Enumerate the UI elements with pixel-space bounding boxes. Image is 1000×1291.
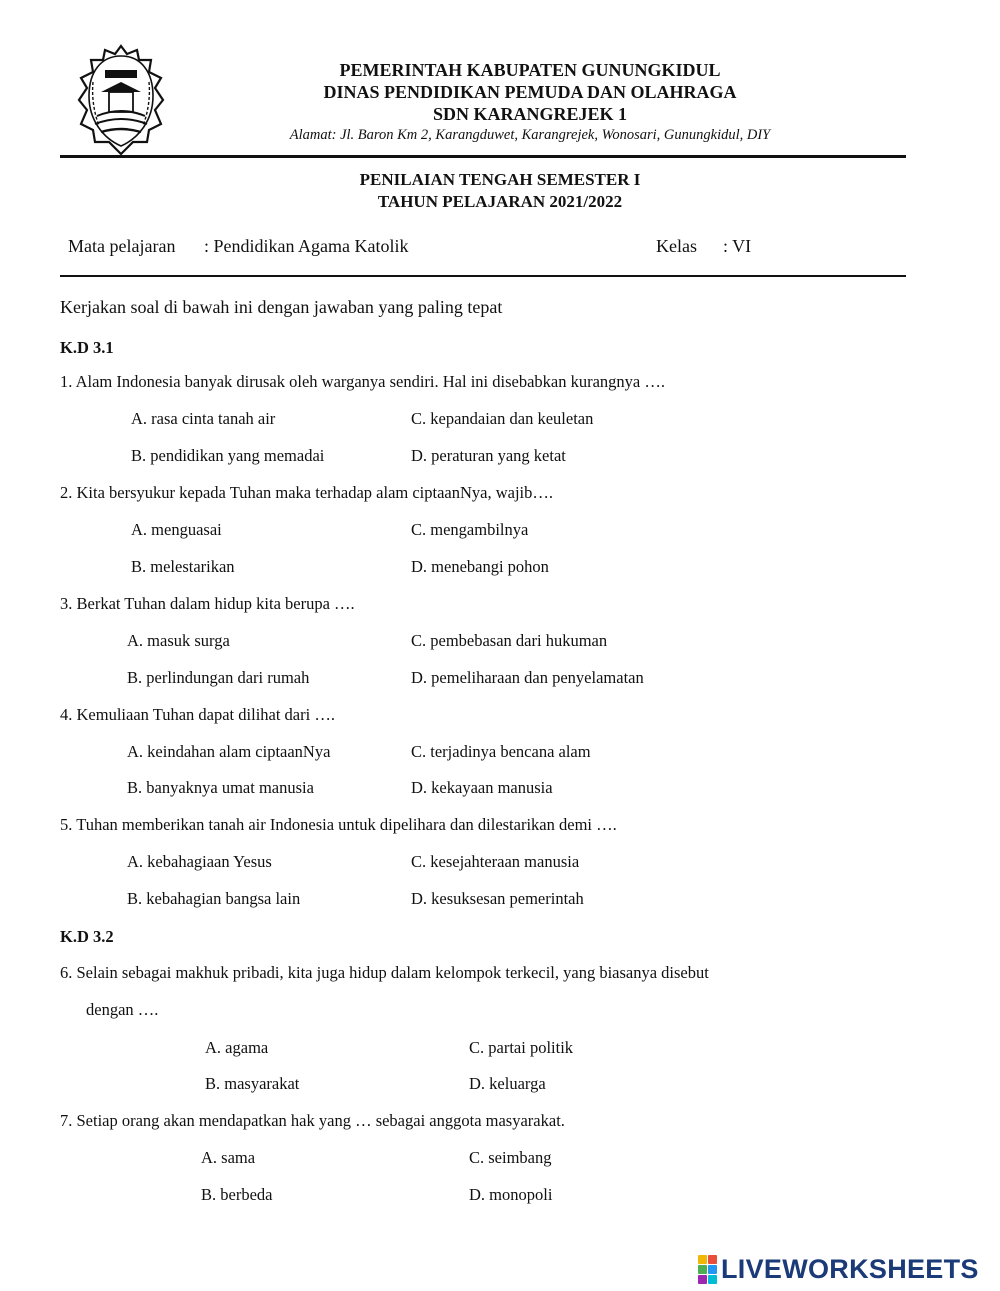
- exam-year: TAHUN PELAJARAN 2021/2022: [377, 192, 623, 211]
- q2-option-d[interactable]: D. menebangi pohon: [411, 557, 549, 576]
- header-divider: [60, 155, 906, 158]
- q7-option-a[interactable]: A. sama: [201, 1148, 256, 1167]
- question-7: 7. Setiap orang akan mendapatkan hak yang … sebagai anggota masyarakat.: [60, 1111, 565, 1130]
- q7-option-c[interactable]: C. seimbang: [469, 1148, 552, 1167]
- question-3: 3. Berkat Tuhan dalam hidup kita berupa ….: [60, 594, 355, 613]
- q6-option-a[interactable]: A. agama: [205, 1038, 269, 1057]
- instruction-text: Kerjakan soal di bawah ini dengan jawaban yang paling tepat: [60, 297, 503, 317]
- q2-option-b[interactable]: B. melestarikan: [131, 557, 235, 576]
- question-4: 4. Kemuliaan Tuhan dapat dilihat dari ….: [60, 705, 335, 724]
- watermark-text: LIVEWORKSHEETS: [721, 1253, 979, 1284]
- q6-option-c[interactable]: C. partai politik: [469, 1038, 574, 1057]
- q1-option-b[interactable]: B. pendidikan yang memadai: [131, 446, 325, 465]
- q1-option-a[interactable]: A. rasa cinta tanah air: [131, 409, 276, 428]
- q5-option-c[interactable]: C. kesejahteraan manusia: [411, 852, 580, 871]
- question-2: 2. Kita bersyukur kepada Tuhan maka terhadap alam ciptaanNya, wajib….: [60, 483, 554, 502]
- section-heading: K.D 3.2: [60, 927, 114, 946]
- q7-option-d[interactable]: D. monopoli: [469, 1185, 553, 1204]
- class-value: : VI: [723, 236, 752, 256]
- q4-option-c[interactable]: C. terjadinya bencana alam: [411, 742, 591, 761]
- q3-option-a[interactable]: A. masuk surga: [127, 631, 230, 650]
- q6-option-d[interactable]: D. keluarga: [469, 1074, 546, 1093]
- q7-option-b[interactable]: B. berbeda: [201, 1185, 273, 1204]
- header-department: DINAS PENDIDIKAN PEMUDA DAN OLAHRAGA: [323, 82, 737, 102]
- liveworksheets-logo-icon: [698, 1255, 717, 1284]
- exam-title: PENILAIAN TENGAH SEMESTER I: [359, 170, 641, 189]
- subject-divider: [60, 275, 906, 277]
- q2-option-a[interactable]: A. menguasai: [131, 520, 222, 539]
- header-address: Alamat: Jl. Baron Km 2, Karangduwet, Karangrejek, Wonosari, Gunungkidul, DIY: [289, 127, 771, 143]
- q5-option-b[interactable]: B. kebahagian bangsa lain: [127, 889, 301, 908]
- question-6-continuation: dengan ….: [86, 1000, 159, 1019]
- q1-option-d[interactable]: D. peraturan yang ketat: [411, 446, 566, 465]
- q3-option-d[interactable]: D. pemeliharaan dan penyelamatan: [411, 668, 644, 687]
- class-label: Kelas: [656, 236, 697, 256]
- question-5: 5. Tuhan memberikan tanah air Indonesia untuk dipelihara dan dilestarikan demi ….: [60, 815, 617, 834]
- q5-option-a[interactable]: A. kebahagiaan Yesus: [127, 852, 272, 871]
- header-government: PEMERINTAH KABUPATEN GUNUNGKIDUL: [339, 60, 721, 80]
- question-6: 6. Selain sebagai makhuk pribadi, kita juga hidup dalam kelompok terkecil, yang biasanya disebut: [60, 963, 709, 982]
- liveworksheets-watermark: [698, 1255, 979, 1283]
- q5-option-d[interactable]: D. kesuksesan pemerintah: [411, 889, 584, 908]
- q3-option-b[interactable]: B. perlindungan dari rumah: [127, 668, 310, 687]
- q4-option-a[interactable]: A. keindahan alam ciptaanNya: [127, 742, 331, 761]
- q2-option-c[interactable]: C. mengambilnya: [411, 520, 529, 539]
- q1-option-c[interactable]: C. kepandaian dan keuletan: [411, 409, 594, 428]
- subject-label: Mata pelajaran: [68, 236, 176, 256]
- section-heading: K.D 3.1: [60, 338, 114, 357]
- header-school-name: SDN KARANGREJEK 1: [432, 104, 628, 124]
- q3-option-c[interactable]: C. pembebasan dari hukuman: [411, 631, 608, 650]
- q6-option-b[interactable]: B. masyarakat: [205, 1074, 300, 1093]
- subject-value: : Pendidikan Agama Katolik: [204, 236, 409, 256]
- seal-icon: [75, 42, 167, 158]
- q4-option-b[interactable]: B. banyaknya umat manusia: [127, 778, 314, 797]
- question-1: 1. Alam Indonesia banyak dirusak oleh warganya sendiri. Hal ini disebabkan kurangnya ….: [60, 372, 665, 391]
- q4-option-d[interactable]: D. kekayaan manusia: [411, 778, 553, 797]
- regency-seal-logo: [75, 42, 167, 158]
